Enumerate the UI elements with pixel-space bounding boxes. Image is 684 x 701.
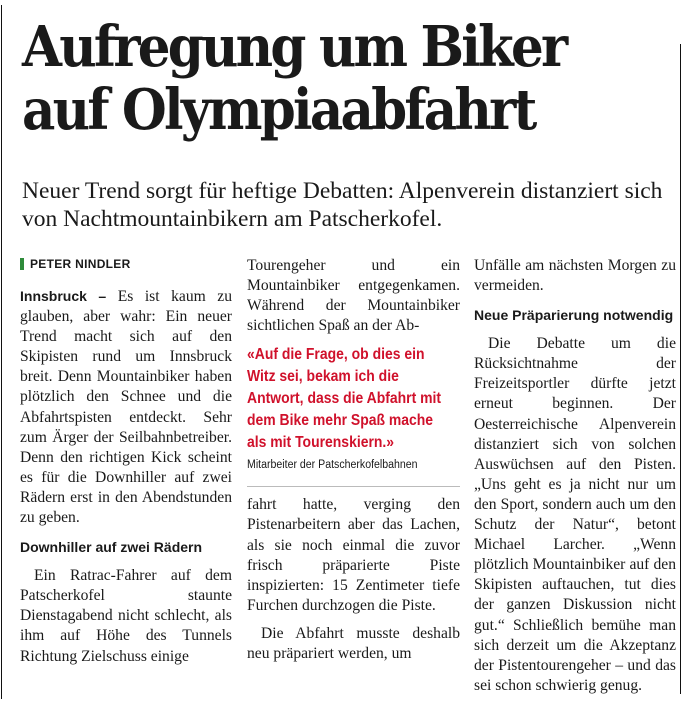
pull-quote-source: Mitarbeiter der Patscherkofelbahnen [247,459,418,472]
paragraph: Unfälle am nächsten Morgen zu vermeiden. [474,257,676,295]
paragraph: Tourengeher und ein Mountainbiker entgegenkamen. Während der Mountainbiker sichtlichen Spaß an der Ab- [247,257,460,335]
column-2 [247,256,460,664]
author-name: PETER NINDLER [30,257,131,271]
subline: Neuer Trend sorgt für heftige Debatten: Alpenverein distanziert sich von Nachtmountainbikern am Patscherkofel. [22,178,663,232]
paragraph: Ein Ratrac-Fahrer auf dem Patscherkofel staunte Dienstagabend nicht schlecht, als ihm auf Höhe des Tunnels Richtung Zielschuss einige [20,567,232,665]
paragraph: Die Debatte um die Rücksichtnahme der Freizeitsportler dürfte jetzt erneut beginnen. Der Oesterreichische Alpenverein distanziert sich von solchen Auswüchsen auf den Pisten. „Uns geht es ja nicht nur um den Sport, sondern auch um den Schutz der Natur“, betont Michael Larcher. „Wenn plötzlich Mountainbiker auf den Skipisten auftauchen, tut dies der ganzen Diskussion nicht gut.“ Schließlich bemühe man sich derzeit um die Akzeptanz der Pistentourengeher – und das sei schon schwierig genug. [474,335,676,694]
author-byline [20,256,232,272]
author-marker [20,258,24,270]
pull-quote [247,344,460,487]
headline-line-1: Aufregung um Biker [22,14,566,80]
subheading: Downhiller auf zwei Rädern [20,539,203,556]
headline [22,16,620,142]
paragraph-text: Es ist kaum zu glauben, aber wahr: Ein neuer Trend macht sich auf den Skipisten rund um Innsbruck breit. Denn Mountainbiker haben plötzlich den Schnee und die Abfahrtspisten entdeckt. Sehr zum Ärger der Seilbahnbetreiber. Denn den richtigen Kick scheint es für die Downhiller auf zwei Rädern erst in den Abendstunden zu geben. [20,288,232,527]
column-1 [20,256,232,667]
paragraph: Die Abfahrt musste deshalb neu präpariert werden, um [247,624,460,663]
pull-quote-text: «Auf die Frage, ob dies ein Witz sei, bekam ich die Antwort, dass die Abfahrt mit dem Bike mehr Spaß mache als mit Tourenskiern.» [247,346,442,452]
paragraph [20,286,232,528]
column-3 [474,256,676,696]
page-edge-left [1,5,2,699]
subheading: Neue Präparierung notwendig [474,307,674,324]
dateline: Innsbruck – [20,288,107,304]
paragraph: fahrt hatte, verging den Pistenarbeitern aber das Lachen, als sie noch einmal die zuvor frisch präparierte Piste inspizierten: 15 Zentimeter tiefe Furchen durchzogen die Piste. [247,496,460,614]
headline-line-2: auf Olympiaabfahrt [22,77,535,143]
page-edge-right [680,44,681,694]
